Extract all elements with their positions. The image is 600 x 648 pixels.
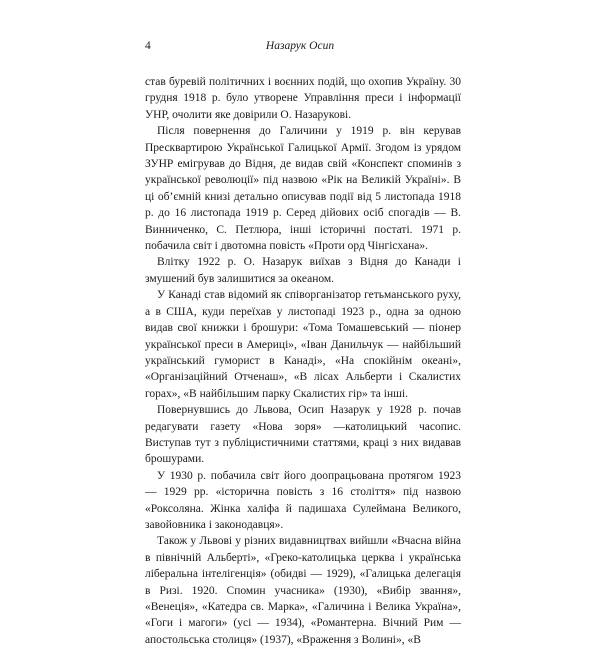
body-text [145,74,461,648]
paragraph-1: став буревій політичних і воєнних подій, що охопив Україну. 30 грудня 1918 р. було утворене Управління преси і інформації УНР, очолити яке довірили О. Назарукові. [145,76,461,121]
paragraph-2: Після повернення до Галичини у 1919 р. він керував Пресквартирою Української Галицької Армії. Згодом із урядом ЗУНР емігрував до Відня, де видав свій «Конспект споминів з української революції» під назвою «Рік на Великій Україні». В ці об’ємній книзі детально описував події від 5 листопада 1918 р. до 16 листопада 1919 р. Серед дійових осіб спогадів — В. Винниченко, С. Петлюра, інші історичні постаті. 1971 р. побачила світ і двотомна повість «Проти орд Чінгісхана». [145,125,461,253]
paragraph-5: Повернувшись до Львова, Осип Назарук у 1928 р. почав редагувати газету «Нова зоря» —католицький часопис. Виступав тут з публіцистичними статтями, краці з них видавав брошурами. [145,404,461,466]
paragraph-6: У 1930 р. побачила світ його доопрацьована протягом 1923 — 1929 рр. «історична повість з 16 століття» під назвою «Роксоляна. Жінка халіфа й падишаха Сулеймана Великого, завойовника і законодавця». [145,469,461,531]
paragraph-4: У Канаді став відомий як співорганізатор гетьманського руху, а в США, куди переїхав у листопаді 1923 р., одна за одною видав свої книжки і брошури: «Тома Томашевський — піонер української преси в Америці», «Іван Данильчук — найбільший український гуморист в Канаді», «На спокійнім океані», «Організаційний Отченаш», «В лісах Альберти і Скалистих горах», «В найбільшим парку Скалистих гір» та інші. [145,289,461,400]
page-number: 4 [145,40,151,52]
paragraph-3: Влітку 1922 р. О. Назарук виїхав з Відня до Канади і змушений був залишитися за океаном. [145,256,461,285]
running-title: Назарук Осип [265,40,335,52]
paragraph-7: Також у Львові у різних видавництвах вийшли «Вчасна війна в північній Альберті», «Греко-католицька церква і українська ліберальна інтелігенція» (обидві — 1929), «Галицька делегація в Ризі. 1920. Спомин учасника» (1930), «Вибір звання», «Венеція», «Катедра св. Марка», «Галичина і Велика Україна», «Гоги і магоги» (усі — 1934), «Романтерна. Вічний Рим — апостольська столиця» (1937), «Враження з Волині», «В [145,535,461,646]
running-head [145,40,455,56]
